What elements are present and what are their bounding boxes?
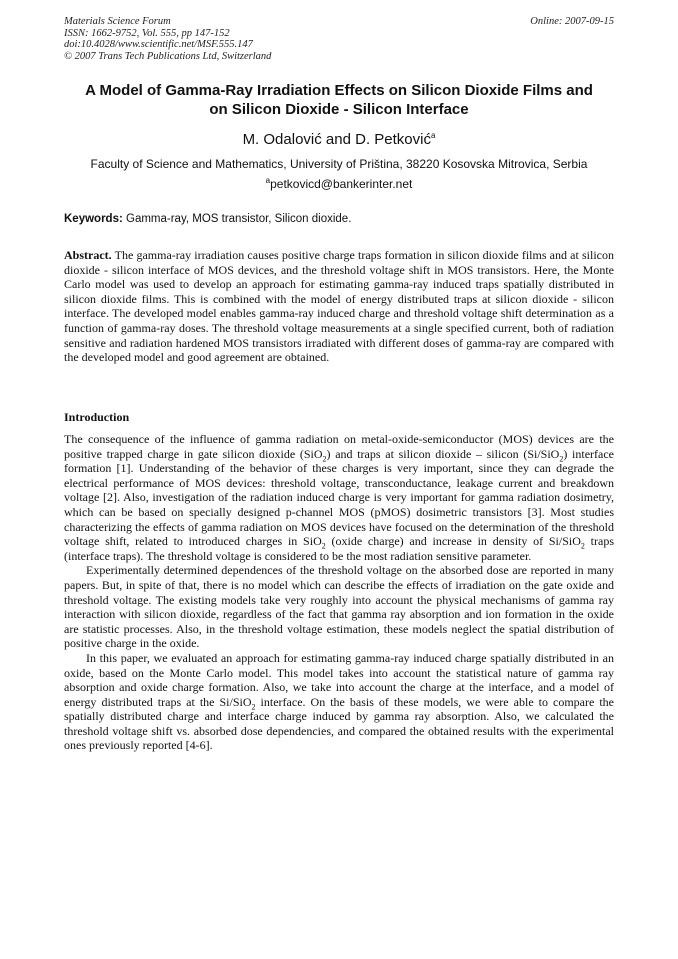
introduction-heading: Introduction [64,410,130,424]
introduction-body [64,432,614,753]
author-affil-marker: a [430,131,436,140]
journal-header [64,16,464,62]
subscript: 2 [322,453,327,463]
intro-p1-text-e: traps (interface traps). The threshold voltage is considered to be the most radiation sensitive parameter. [64,534,614,563]
intro-p1-text-c: ) interface formation [1]. Understanding of the behavior of these charges is very important, since they can degrade the electrical performance of MOS devices: threshold voltage, transconductance, leakage current and breakdown voltage [2]. Also, investigation of the radiation induced charge is very important for gamma radiation dosimetry, which can be based on specially designed p-channel MOS (pMOS) dosimetric transistors [3]. Most studies characterizing the effects of gamma radiation on MOS devices have focused on the determination of the threshold voltage shift, related to introduced charges in SiO [64,446,614,549]
subscript: 2 [251,702,256,712]
author-names: M. Odalović and D. Petković [242,131,431,148]
online-date: Online: 2007-09-15 [530,16,614,27]
intro-p1-text-d: (oxide charge) and increase in density of Si/SiO [325,534,581,549]
intro-paragraph-3 [64,651,614,753]
subscript: 2 [559,453,564,463]
intro-p3-text-a: In this paper, we evaluated an approach for estimating gamma-ray induced charge spatially distributed in an oxide, based on the Monte Carlo model. This model takes into account the statistical nature of gamma ray absorption and oxide charge formation. Also, we take into account the charge at the interface, and a model of energy distributed traps at the Si/SiO [64,650,614,709]
abstract-label: Abstract. [64,248,112,262]
intro-p1-text-a: The consequence of the influence of gamma radiation on metal-oxide-semiconductor (MOS) devices are the positive trapped charge in gate silicon dioxide (SiO [64,432,614,461]
affiliation: Faculty of Science and Mathematics, University of Priština, 38220 Kosovska Mitrovica, Serbia [90,157,588,171]
intro-paragraph-2: Experimentally determined dependences of the threshold voltage on the absorbed dose are reported in many papers. But, in spite of that, there is no model which can describe the effects of irradiation on the gate oxide and threshold voltage. The existing models take very roughly into account the physical mechanisms of gamma ray interaction with silicon dioxide, regardless of the fact that gamma ray absorption and ion formation in the oxide are statistic processes. Also, in the threshold voltage estimation, these models neglect the spatial distribution of positive charge in the oxide. [64,563,614,651]
abstract [64,248,614,365]
email-address: petkovicd@bankerinter.net [270,177,413,191]
keywords [64,212,614,226]
title-line-1: A Model of Gamma-Ray Irradiation Effects on Silicon Dioxide Films and [85,82,593,99]
abstract-text: The gamma-ray irradiation causes positive charge traps formation in silicon dioxide films and at silicon dioxide - silicon interface of MOS devices, and the threshold voltage shift in MOS transistors. Here, the Monte Carlo model was used to develop an approach for estimating gamma-ray induced traps spatially distributed in silicon dioxide films. This is combined with the model of energy distributed traps at silicon dioxide - silicon interface. The developed model enables gamma-ray induced charge and threshold voltage shift determination as a function of gamma-ray doses. The threshold voltage measurements at a single specified current, both of radiation sensitive and radiation hardened MOS transistors irradiated with different doses of gamma-ray are compared with the developed model and good agreement are obtained. [64,248,614,365]
author-list [0,131,678,149]
copyright-line: © 2007 Trans Tech Publications Ltd, Switzerland [64,50,272,62]
email-marker: a [265,176,271,185]
subscript: 2 [321,541,326,551]
issn-line: ISSN: 1662-9752, Vol. 555, pp 147-152 [64,27,230,39]
subscript: 2 [580,541,585,551]
keywords-label: Keywords: [64,213,123,225]
doi-line: doi:10.4028/www.scientific.net/MSF.555.147 [64,39,253,50]
intro-p1-text-b: ) and traps at silicon dioxide – silicon (Si/SiO [326,446,560,461]
keywords-text: Gamma-ray, MOS transistor, Silicon dioxide. [126,213,352,225]
email-line [0,177,678,191]
intro-paragraph-1 [64,432,614,563]
title-line-2: on Silicon Dioxide - Silicon Interface [209,101,469,118]
intro-p3-text-b: interface. On the basis of these models, we were able to compare the spatially distributed charge and interface charge induced by gamma ray absorption. Also, we calculated the threshold voltage shift vs. absorbed dose dependencies, and compared the obtained results with the experimental ones previously reported [4-6]. [64,694,615,753]
paper-title [50,81,628,119]
journal-name: Materials Science Forum [64,16,171,27]
